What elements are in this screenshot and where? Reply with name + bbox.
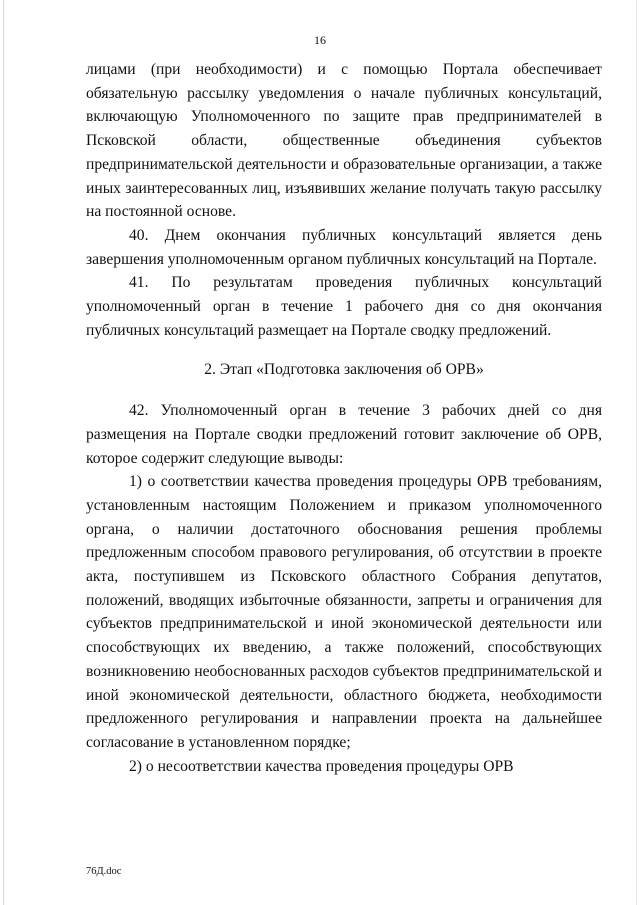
footer-filename: 76Д.doc	[86, 866, 122, 877]
list-item-1: 1) о соответствии качества проведения процедуры ОРВ требованиям, установленным настоящим Положением и приказом уполномоченного органа, о наличии достаточного обоснования решения проблемы предложенным способом правового регулирования, об отсутствии в проекте акта, поступившем из Псковского областного Собрания депутатов, положений, вводящих избыточные обязанности, запреты и ограничения для субъектов предпринимательской и иной экономической деятельности или способствующих их введению, а также положений, способствующих возникновению необоснованных расходов субъектов предпринимательской и иной экономической деятельности, областного бюджета, необходимости предложенного регулирования и направлении проекта на дальнейшее согласование в установленном порядке;	[86, 473, 602, 751]
page-number: 16	[314, 33, 326, 47]
page-edge-left	[3, 0, 4, 905]
paragraph-41: 41. По результатам проведения публичных консультаций уполномоченный орган в течение 1 рабочего дня со дня окончания публичных консультаций размещает на Портале сводку предложений.	[86, 274, 602, 339]
document-body	[86, 58, 602, 778]
page-edge-right	[636, 0, 637, 905]
paragraph-42: 42. Уполномоченный орган в течение 3 рабочих дней со дня размещения на Портале сводки предложений готовит заключение об ОРВ, которое содержит следующие выводы:	[86, 402, 602, 467]
paragraph-continuation: лицами (при необходимости) и с помощью Портала обеспечивает обязательную рассылку уведомления о начале публичных консультаций, включающую Уполномоченного по защите прав предпринимателей в Псковской области, общественные объединения субъектов предпринимательской деятельности и образовательные организации, а также иных заинтересованных лиц, изъявивших желание получать такую рассылку на постоянной основе.	[86, 61, 602, 221]
list-item-2: 2) о несоответствии качества проведения процедуры ОРВ	[129, 757, 514, 775]
paragraph-40: 40. Днем окончания публичных консультаций является день завершения уполномоченным органом публичных консультаций на Портале.	[86, 226, 602, 268]
section-heading: 2. Этап «Подготовка заключения об ОРВ»	[204, 361, 484, 379]
